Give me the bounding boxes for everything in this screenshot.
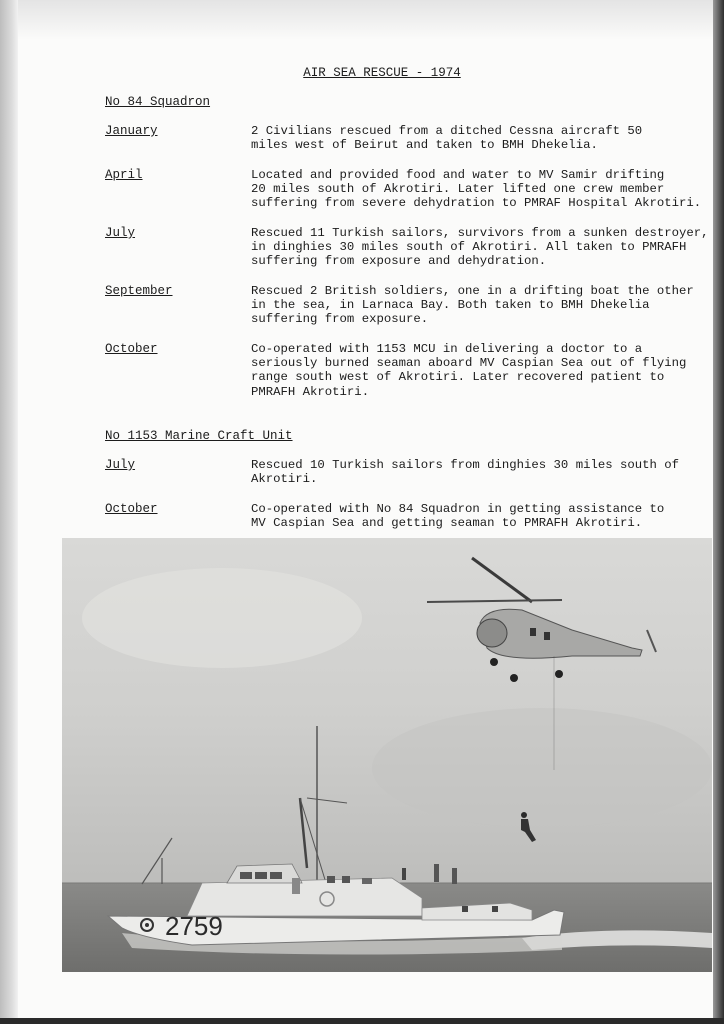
section-heading-1153-mcu: No 1153 Marine Craft Unit xyxy=(105,429,293,443)
hull-number: 2759 xyxy=(165,911,223,941)
rescue-photo xyxy=(62,538,712,972)
page-right-edge-shadow xyxy=(713,0,724,1024)
entry-text: Rescued 10 Turkish sailors from dinghies 30 miles south of Akrotiri. xyxy=(251,458,680,487)
entry-text: Co-operated with No 84 Squadron in getting assistance to MV Caspian Sea and getting seaman to PMRAFH Akrotiri. xyxy=(251,502,665,531)
entry-text: Located and provided food and water to MV Samir drifting 20 miles south of Akrotiri. Later lifted one crew member suffering from severe dehydration to PMRAF Hospital Akrotiri. xyxy=(251,168,702,211)
entry-month: July xyxy=(105,458,136,472)
entry-text: 2 Civilians rescued from a ditched Cessna aircraft 50 miles west of Beirut and taken to BMH Dhekelia. xyxy=(251,124,643,153)
entry-month: July xyxy=(105,226,136,240)
entry-month: October xyxy=(105,342,158,356)
entry-text: Rescued 11 Turkish sailors, survivors from a sunken destroyer, in dinghies 30 miles south of Akrotiri. All taken to PMRAFH suffering from exposure and dehydration. xyxy=(251,226,709,269)
entry-month: April xyxy=(105,168,143,182)
section-heading-84-squadron: No 84 Squadron xyxy=(105,95,211,109)
entry-text: Co-operated with 1153 MCU in delivering a doctor to a seriously burned seaman aboard MV Caspian Sea out of flying range south west of Akrotiri. Later recovered patient to PMRAFH Akrotiri. xyxy=(251,342,687,399)
page-bottom-edge xyxy=(0,1018,724,1024)
page-title-text: AIR SEA RESCUE - 1974 xyxy=(303,66,461,80)
entry-text: Rescued 2 British soldiers, one in a drifting boat the other in the sea, in Larnaca Bay. Both taken to BMH Dhekelia suffering from exposure. xyxy=(251,284,694,327)
entry-month: October xyxy=(105,502,158,516)
page-top-shadow xyxy=(18,0,713,40)
entry-month: January xyxy=(105,124,158,138)
page-title xyxy=(0,66,724,80)
page-left-edge-shadow xyxy=(0,0,18,1024)
entry-month: September xyxy=(105,284,173,298)
